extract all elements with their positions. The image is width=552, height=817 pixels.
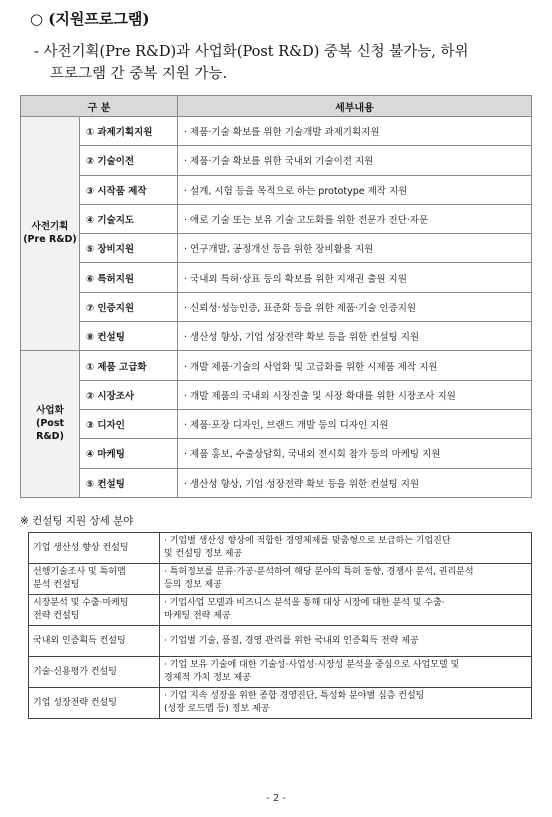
- group-label-line1: 사업화: [36, 404, 64, 416]
- program-description: · 연구개발, 공정개선 등을 위한 장비활용 지원: [178, 234, 532, 263]
- program-item: ① 과제기획지원: [80, 117, 178, 146]
- table-row: [21, 175, 532, 204]
- consulting-description: [160, 688, 532, 719]
- consulting-field: [29, 657, 160, 688]
- bullet-line-1: - 사전기획(Pre R&D)과 사업화(Post R&D) 중복 신청 불가능, 하위: [34, 44, 469, 60]
- consulting-detail-table: [28, 532, 532, 719]
- table-row: [21, 204, 532, 233]
- support-program-table: [20, 95, 532, 498]
- consulting-field: [29, 595, 160, 626]
- consulting-description-line: · 기업 지속 성장을 위한 종합 경영진단, 특성화 분야별 심층 컨설팅: [164, 691, 425, 702]
- table-row: [21, 146, 532, 175]
- support-program-body: [21, 117, 532, 498]
- program-item: ⑤ 컨설팅: [80, 468, 178, 497]
- table-row: [21, 234, 532, 263]
- consulting-description-line: 마케팅 전략 제공: [164, 611, 231, 621]
- consulting-description: [160, 657, 532, 688]
- consulting-description-line: · 기업별 기술, 품질, 경영 관리를 위한 국내외 인증획득 전략 제공: [164, 635, 419, 646]
- table-row: [21, 351, 532, 380]
- table-row: [21, 468, 532, 497]
- program-item: ④ 마케팅: [80, 439, 178, 468]
- group-post-rnd: [21, 351, 80, 497]
- consulting-description-line: (성장 로드맵 등) 정보 제공: [164, 704, 270, 714]
- consulting-description-line: 및 컨설팅 정보 제공: [164, 549, 243, 559]
- program-description: · 설계, 시험 등을 목적으로 하는 prototype 제작 지원: [178, 175, 532, 204]
- section-title: ○ (지원프로그램): [30, 10, 150, 28]
- consulting-field: [29, 688, 160, 719]
- consulting-field-line: 국내외 인증획득 컨설팅: [33, 635, 126, 646]
- table-row: [29, 533, 532, 564]
- program-description: · 생산성 향상, 기업 성장전략 확보 등을 위한 컨설팅 지원: [178, 322, 532, 351]
- program-description: · 제품·기술 확보를 위한 기술개발 과제기획지원: [178, 117, 532, 146]
- program-item: ⑥ 특허지원: [80, 263, 178, 292]
- consulting-field-line: 기술·신용평가 컨설팅: [33, 666, 117, 677]
- consulting-field-line: 기업 생산성 향상 컨설팅: [33, 542, 129, 553]
- program-item: ③ 시작품 제작: [80, 175, 178, 204]
- group-label-line2: (Post R&D): [35, 417, 65, 442]
- program-description: · 제품 홍보, 수출상담회, 국내외 전시회 참가 등의 마케팅 지원: [178, 439, 532, 468]
- table-row: [29, 595, 532, 626]
- consulting-field-line: 분석 컨설팅: [33, 580, 80, 590]
- consulting-field-line: 전략 컨설팅: [33, 611, 80, 621]
- group-label-line1: 사전기획: [31, 220, 69, 232]
- table-row: [29, 688, 532, 719]
- table-row: [21, 380, 532, 409]
- consulting-description: [160, 595, 532, 626]
- page-number: - 2 -: [266, 793, 286, 804]
- table-row: [21, 117, 532, 146]
- consulting-description: [160, 626, 532, 657]
- group-pre-rnd: [21, 117, 80, 351]
- consulting-field-line: 기업 성장전략 컨설팅: [33, 697, 117, 708]
- program-item: ② 기술이전: [80, 146, 178, 175]
- consulting-description-line: 경제적 가치 정보 제공: [164, 673, 251, 683]
- consulting-field: [29, 564, 160, 595]
- program-description: · 국내외 특허·상표 등의 확보를 위한 지재권 출원 지원: [178, 263, 532, 292]
- program-item: ⑦ 인증지원: [80, 292, 178, 321]
- program-item: ⑧ 컨설팅: [80, 322, 178, 351]
- consulting-note: ※ 컨설팅 지원 상세 분야: [20, 515, 134, 527]
- consulting-field-line: 시장분석 및 수출·마케팅: [33, 598, 129, 609]
- consulting-detail-body: [29, 533, 532, 719]
- table-header-row: [21, 96, 532, 117]
- program-description: · 생산성 향상, 기업 성장전략 확보 등을 위한 컨설팅 지원: [178, 468, 532, 497]
- table-row: [21, 409, 532, 438]
- consulting-description: [160, 533, 532, 564]
- table-row: [21, 263, 532, 292]
- program-description: · 제품·기술 확보를 위한 국내외 기술이전 지원: [178, 146, 532, 175]
- program-description: · 개발 제품·기술의 사업화 및 고급화를 위한 시제품 제작 지원: [178, 351, 532, 380]
- consulting-description-line: · 기업 보유 기술에 대한 기술성·사업성·시장성 분석을 중심으로 사업모델 및: [164, 660, 460, 671]
- table-row: [29, 626, 532, 657]
- group-label-line2: (Pre R&D): [23, 233, 77, 245]
- program-description: · 개발 제품의 국내외 시장진출 및 시장 확대를 위한 시장조사 지원: [178, 380, 532, 409]
- header-details: 세부내용: [178, 96, 532, 117]
- program-description: · 애로 기술 또는 보유 기술 고도화를 위한 전문가 진단·자문: [178, 204, 532, 233]
- consulting-field: [29, 626, 160, 657]
- consulting-description-line: · 기업별 생산성 향상에 적합한 경영체제를 맞춤형으로 보급하는 기업진단: [164, 536, 451, 547]
- consulting-description-line: 등의 정보 제공: [164, 580, 222, 590]
- consulting-description-line: · 특허정보를 분류·가공·분석하여 해당 분야의 특허 동향, 경쟁사 분석, 권리분석: [164, 567, 474, 578]
- header-category: 구 분: [21, 96, 178, 117]
- program-description: · 신뢰성·성능인증, 표준화 등을 위한 제품·기술 인증지원: [178, 292, 532, 321]
- program-item: ① 제품 고급화: [80, 351, 178, 380]
- consulting-field: [29, 533, 160, 564]
- table-row: [21, 292, 532, 321]
- table-row: [21, 322, 532, 351]
- table-row: [29, 564, 532, 595]
- bullet-line-2: 프로그램 간 중복 지원 가능.: [50, 66, 228, 82]
- program-item: ② 시장조사: [80, 380, 178, 409]
- table-row: [21, 439, 532, 468]
- program-item: ⑤ 장비지원: [80, 234, 178, 263]
- table-row: [29, 657, 532, 688]
- program-item: ③ 디자인: [80, 409, 178, 438]
- consulting-field-line: 선행기술조사 및 특허맵: [33, 567, 126, 578]
- program-item: ④ 기술지도: [80, 204, 178, 233]
- consulting-description-line: · 기업사업 모델과 비즈니스 분석을 통해 대상 시장에 대한 분석 및 수출·: [164, 598, 445, 609]
- program-description: · 제품·포장 디자인, 브랜드 개발 등의 디자인 지원: [178, 409, 532, 438]
- consulting-description: [160, 564, 532, 595]
